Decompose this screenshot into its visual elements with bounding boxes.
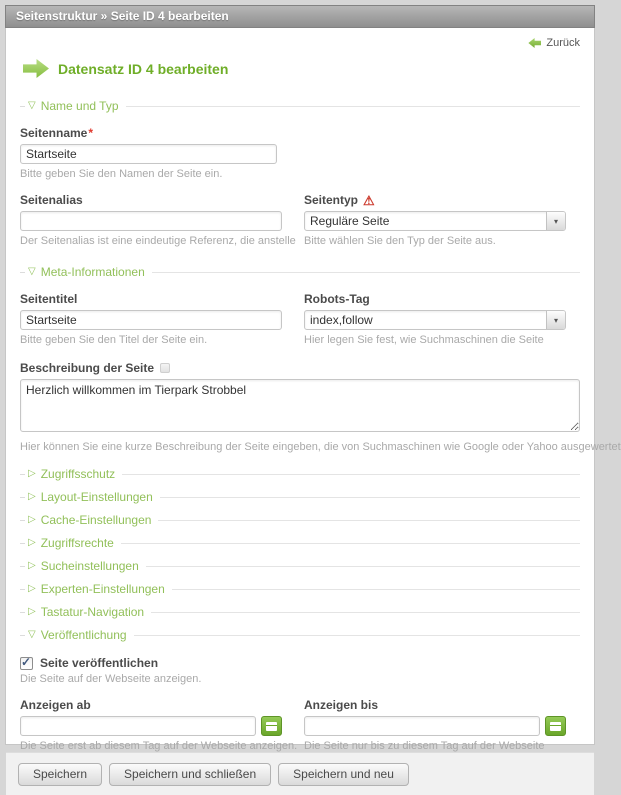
field-robots-tag [304,292,566,346]
check-icon: ✓ [21,654,32,669]
field-help: Bitte geben Sie den Namen der Seite ein. [20,168,223,180]
publish-checkbox[interactable] [20,654,33,670]
field-seitentyp [304,193,566,247]
section-label: Tastatur-Navigation [40,605,145,619]
section-label: Veröffentlichung [40,628,127,642]
section-label: Zugriffsschutz [40,467,116,481]
section-label: Name und Typ [40,99,119,113]
section-meta-informationen[interactable] [20,265,580,279]
divider [172,589,580,590]
chevron-down-icon[interactable]: ▾ [546,212,565,230]
field-beschreibung [20,361,621,453]
section-zugriffsrechte[interactable] [20,536,580,550]
field-help: Der Seitenalias ist eine eindeutige Referenz, die anstelle [20,235,296,247]
triangle-down-icon: ▽ [28,629,36,640]
field-help: Bitte geben Sie den Titel der Seite ein. [20,334,208,346]
seitentitel-input[interactable] [20,310,282,330]
triangle-right-icon: ▷ [28,606,36,617]
required-asterisk: * [88,126,94,140]
field-help: Die Seite auf der Webseite anzeigen. [20,673,202,685]
section-label: Zugriffsrechte [40,536,114,550]
row-alias-typ [20,193,580,247]
publish-row [20,656,580,670]
calendar-icon [266,722,277,731]
field-help: Die Seite nur bis zu diesem Tag auf der Webseite [304,740,545,752]
section-label: Layout-Einstellungen [40,490,153,504]
date-input-wrap [304,716,566,736]
divider [126,106,580,107]
field-anzeigen-bis [304,698,566,752]
field-seitentitel [20,292,282,346]
field-anzeigen-ab [20,698,298,752]
date-input-wrap [20,716,282,736]
divider [151,612,580,613]
collapsed-sections [20,467,580,642]
section-label: Meta-Informationen [40,265,145,279]
back-arrow-icon [528,38,541,48]
section-label: Cache-Einstellungen [40,513,152,527]
triangle-down-icon: ▽ [28,266,36,277]
field-label: Robots-Tag [304,292,370,306]
section-layout-einstellungen[interactable] [20,490,580,504]
back-link[interactable] [528,37,580,49]
triangle-right-icon: ▷ [28,537,36,548]
anzeigen-bis-input[interactable] [304,716,540,736]
field-label: Anzeigen bis [304,698,379,712]
section-label: Sucheinstellungen [40,559,139,573]
back-row [20,32,580,50]
calendar-button[interactable] [261,716,282,736]
section-tastatur-navigation[interactable] [20,605,580,619]
seitenalias-input[interactable] [20,211,282,231]
triangle-down-icon: ▽ [28,100,36,111]
divider [122,474,580,475]
section-cache-einstellungen[interactable] [20,513,580,527]
calendar-icon [550,722,561,731]
triangle-right-icon: ▷ [28,560,36,571]
section-name-und-typ[interactable] [20,99,580,113]
save-button[interactable]: Speichern [18,763,102,786]
field-label: Seitenname * [20,126,94,140]
edit-form [6,28,621,752]
row-titel-robots [20,292,580,346]
save-and-new-button[interactable]: Speichern und neu [278,763,409,786]
chevron-down-icon[interactable]: ▾ [546,311,565,329]
field-seitenname [20,126,580,180]
divider [134,635,580,636]
save-and-close-button[interactable]: Speichern und schließen [109,763,271,786]
field-help: Hier können Sie eine kurze Beschreibung der Seite eingeben, die von Suchmaschinen wie Google oder Yahoo ausgewertet [20,441,621,453]
anzeigen-ab-input[interactable] [20,716,256,736]
content-panel [5,28,621,781]
field-label: Seitentitel [20,292,78,306]
field-label: Anzeigen ab [20,698,91,712]
header-row [23,59,580,78]
section-zugriffsschutz[interactable] [20,467,580,481]
form-footer [6,752,594,795]
divider [160,497,580,498]
beschreibung-textarea[interactable] [20,379,580,432]
robots-tag-select[interactable] [304,310,566,330]
divider [152,272,580,273]
triangle-right-icon: ▷ [28,583,36,594]
field-label: Seitenalias [20,193,83,207]
seitentyp-select[interactable] [304,211,566,231]
divider [121,543,580,544]
divider [146,566,580,567]
field-help: Die Seite erst ab diesem Tag auf der Webseite anzeigen. [20,740,298,752]
triangle-right-icon: ▷ [28,491,36,502]
triangle-right-icon: ▷ [28,468,36,479]
publish-label: Seite veröffentlichen [40,656,159,670]
section-veroeffentlichung[interactable] [20,628,580,642]
section-label: Experten-Einstellungen [40,582,165,596]
row-anzeigen [20,698,580,752]
section-sucheinstellungen[interactable] [20,559,580,573]
field-label: Seitentyp ⚠ [304,192,375,208]
record-arrow-icon [23,59,49,78]
calendar-button[interactable] [545,716,566,736]
back-label: Zurück [546,37,580,49]
field-label: Beschreibung der Seite [20,361,580,375]
divider [158,520,580,521]
section-experten-einstellungen[interactable] [20,582,580,596]
field-help: Bitte wählen Sie den Typ der Seite aus. [304,235,496,247]
warning-icon: ⚠ [363,192,375,208]
seitenname-input[interactable] [20,144,277,164]
triangle-right-icon: ▷ [28,514,36,525]
expand-icon[interactable] [160,363,170,373]
field-help: Hier legen Sie fest, wie Suchmaschinen die Seite [304,334,544,346]
selected-value: Reguläre Seite [310,214,390,228]
field-publish [20,656,580,685]
breadcrumb: Seitenstruktur » Seite ID 4 bearbeiten [5,5,595,28]
selected-value: index,follow [310,313,373,327]
field-seitenalias [20,193,296,247]
page-title: Datensatz ID 4 bearbeiten [58,60,229,77]
